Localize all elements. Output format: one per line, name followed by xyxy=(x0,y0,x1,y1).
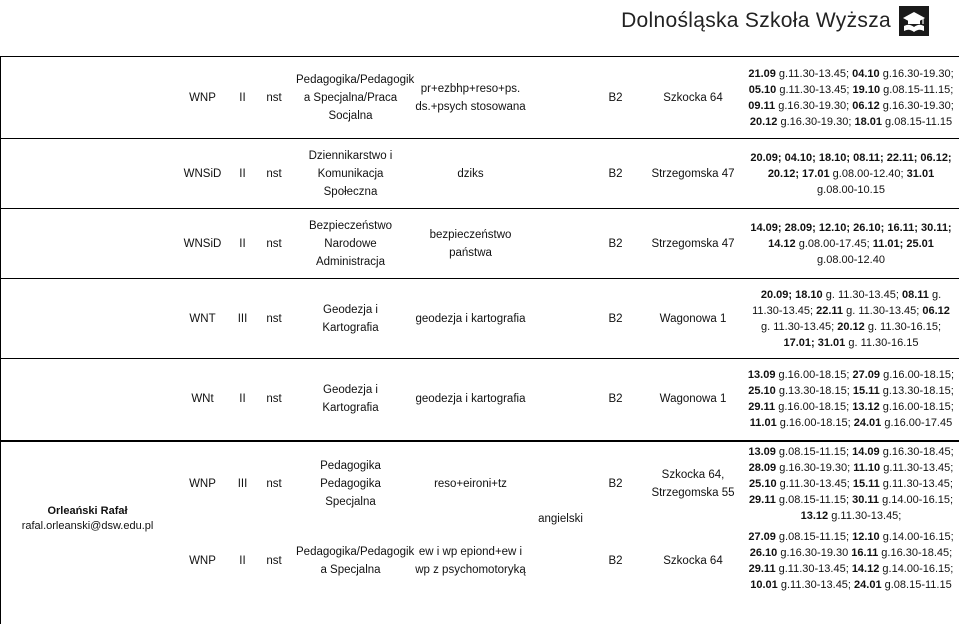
time-range: g. 11.30-13.45; xyxy=(760,320,838,333)
time-range: g.13.30-18.15; xyxy=(775,385,853,398)
time-range: g.13.30-18.15; xyxy=(879,385,954,398)
tryb-cell: nst xyxy=(255,441,293,526)
dates-cell xyxy=(743,209,959,279)
date: 20.12 xyxy=(749,115,778,128)
lecturer-cell-empty xyxy=(0,279,175,359)
date: 24.01 xyxy=(853,417,882,430)
date: 06.12 xyxy=(922,304,950,317)
date: 05.10 xyxy=(748,83,777,96)
time-range: g.16.30-18.45; xyxy=(878,546,953,559)
lecturer-cell-empty xyxy=(0,139,175,209)
lecturer-cell-empty xyxy=(0,359,175,441)
rok-cell: III xyxy=(230,279,255,359)
date: 30.11 xyxy=(852,493,880,506)
date: 20.09; 04.10; 18.10; 08.11; 22.11; 06.12; 20.12; 17.01 xyxy=(750,151,952,180)
language-cell-empty xyxy=(533,279,588,359)
time-range: g.16.00-18.15; xyxy=(880,369,955,382)
sala-cell: Strzegomska 47 xyxy=(643,209,743,279)
time-range: g.16.30-19.30 xyxy=(777,546,852,559)
jednostka-cell: WNSiD xyxy=(175,139,230,209)
kierunek-cell: Bezpieczeństwo Narodowe Administracja xyxy=(293,209,408,279)
date: 09.11 xyxy=(748,99,776,112)
table-row xyxy=(0,139,959,209)
jednostka-cell: WNP xyxy=(175,57,230,139)
schedule-table xyxy=(0,56,959,596)
poziom-cell: B2 xyxy=(588,57,643,139)
date: 14.12 xyxy=(851,562,880,575)
table-row xyxy=(0,57,959,139)
date: 29.11 xyxy=(748,562,776,575)
dates-cell xyxy=(743,359,959,441)
grupa-cell: geodezja i kartografia xyxy=(408,359,533,441)
lecturer-cell-empty xyxy=(0,209,175,279)
kierunek-cell: Geodezja i Kartografia xyxy=(293,359,408,441)
rok-cell: II xyxy=(230,359,255,441)
time-range: g.08.15-11.15 xyxy=(881,578,952,591)
tryb-cell: nst xyxy=(255,279,293,359)
date: 16.11 xyxy=(851,546,879,559)
date: 21.09 xyxy=(748,67,776,80)
date: 19.10 xyxy=(852,83,881,96)
kierunek-cell: Pedagogika/Pedagogik a Specjalna/Praca Socjalna xyxy=(293,57,408,139)
time-range: g.16.00-18.15; xyxy=(775,401,853,414)
tryb-cell: nst xyxy=(255,139,293,209)
date: 24.01 xyxy=(854,578,882,591)
date: 04.10 xyxy=(852,67,880,80)
time-range: g.16.30-19.30; xyxy=(775,99,853,112)
language-cell: angielski xyxy=(533,441,588,596)
lecturer-name: Orleański Rafał xyxy=(47,504,128,517)
time-range: g.08.15-11.15; xyxy=(775,493,853,506)
date: 22.11 xyxy=(816,304,844,317)
time-range: g.14.00-16.15; xyxy=(879,562,954,575)
time-range: g.16.00-17.45 xyxy=(881,417,953,430)
time-range: g.14.00-16.15; xyxy=(879,493,954,506)
time-range: g.16.00-18.15; xyxy=(879,401,954,414)
poziom-cell: B2 xyxy=(588,359,643,441)
date: 26.10 xyxy=(749,546,778,559)
sala-cell: Szkocka 64, Strzegomska 55 xyxy=(643,441,743,526)
date: 13.09 xyxy=(748,445,776,458)
date: 25.10 xyxy=(749,477,777,490)
date: 14.09; 28.09; 12.10; 26.10; 16.11; 30.11; 14.12 xyxy=(750,221,952,250)
rok-cell: II xyxy=(230,139,255,209)
grupa-cell: pr+ezbhp+reso+ps. ds.+psych stosowana xyxy=(408,57,533,139)
time-range: g.16.30-19.30; xyxy=(777,115,855,128)
dates-cell xyxy=(743,279,959,359)
date: 27.09 xyxy=(852,369,881,382)
date: 28.09 xyxy=(748,461,777,474)
grupa-cell: geodezja i kartografia xyxy=(408,279,533,359)
poziom-cell: B2 xyxy=(588,139,643,209)
language-cell-empty xyxy=(533,57,588,139)
grupa-cell: bezpieczeństwo państwa xyxy=(408,209,533,279)
kierunek-cell: Dziennikarstwo i Komunikacja Społeczna xyxy=(293,139,408,209)
time-range: g.08.15-11.15 xyxy=(881,115,953,128)
brand-name: Dolnośląska Szkoła Wyższa xyxy=(621,9,891,32)
time-range: g.16.30-19.30; xyxy=(776,461,854,474)
date: 08.11 xyxy=(901,288,929,301)
date: 14.09 xyxy=(852,445,880,458)
dates-cell xyxy=(743,139,959,209)
rok-cell: II xyxy=(230,57,255,139)
date: 06.12 xyxy=(852,99,880,112)
rok-cell: II xyxy=(230,209,255,279)
jednostka-cell: WNSiD xyxy=(175,209,230,279)
poziom-cell: B2 xyxy=(588,279,643,359)
date: 20.09; 18.10 xyxy=(760,288,823,301)
dates-cell xyxy=(743,57,959,139)
poziom-cell: B2 xyxy=(588,209,643,279)
language-cell-empty xyxy=(533,139,588,209)
tryb-cell: nst xyxy=(255,57,293,139)
lecturer-email[interactable]: rafal.orleanski@dsw.edu.pl xyxy=(21,519,154,532)
poziom-cell: B2 xyxy=(588,441,643,526)
sala-cell: Wagonowa 1 xyxy=(643,279,743,359)
date: 15.11 xyxy=(852,477,880,490)
date: 18.01 xyxy=(854,115,882,128)
date: 13.12 xyxy=(800,509,829,522)
date: 13.09 xyxy=(747,369,776,382)
table-row xyxy=(0,441,959,526)
date: 29.11 xyxy=(748,401,776,414)
rok-cell: III xyxy=(230,441,255,526)
kierunek-cell: Pedagogika Pedagogika Specjalna xyxy=(293,441,408,526)
time-range: g.11.30-13.45; xyxy=(880,461,954,474)
dates-cell xyxy=(743,526,959,596)
table-row xyxy=(0,359,959,441)
sala-cell: Szkocka 64 xyxy=(663,554,723,567)
tryb-cell: nst xyxy=(266,554,282,567)
time-range: g.11.30-13.45; xyxy=(777,578,855,591)
date: 15.11 xyxy=(852,385,880,398)
table-row xyxy=(0,279,959,359)
time-range: g.16.00-18.15; xyxy=(776,417,854,430)
time-range: g. 11.30-13.45; xyxy=(843,304,923,317)
time-range: g.08.15-11.15; xyxy=(880,83,954,96)
tryb-cell: nst xyxy=(255,359,293,441)
time-range: g.08.00-17.45; xyxy=(795,237,873,250)
time-range: g.08.00-12.40; xyxy=(829,167,907,180)
sala-cell: Strzegomska 47 xyxy=(643,139,743,209)
rok-cell: II xyxy=(239,554,246,567)
date: 27.09 xyxy=(748,530,776,543)
time-range: g.08.15-11.15; xyxy=(775,530,853,543)
date: 31.01 xyxy=(906,167,935,180)
brand xyxy=(621,6,929,36)
time-range: g.16.30-18.45; xyxy=(879,445,954,458)
dates-cell xyxy=(743,441,959,526)
jednostka-cell: WNP xyxy=(189,554,216,567)
date: 11.01 xyxy=(749,417,777,430)
date: 10.01 xyxy=(750,578,778,591)
lecturer-cell-empty xyxy=(0,57,175,139)
time-range: g.08.00-12.40 xyxy=(817,253,885,266)
date: 11.01; 25.01 xyxy=(872,237,934,250)
time-range: g.11.30-13.45; xyxy=(828,509,902,522)
grupa-cell: reso+eironi+tz xyxy=(408,441,533,526)
date: 12.10 xyxy=(852,530,880,543)
grupa-cell: ew i wp epiond+ew i wp z psychomotoryką xyxy=(415,545,526,576)
date: 13.12 xyxy=(852,401,880,414)
poziom-cell: B2 xyxy=(608,554,623,567)
grupa-cell: dziks xyxy=(408,139,533,209)
time-range: g.08.15-11.15; xyxy=(775,445,853,458)
kierunek-cell: Pedagogika/Pedagogik a Specjalna xyxy=(296,545,415,576)
sala-cell: Wagonowa 1 xyxy=(643,359,743,441)
kierunek-cell: Geodezja i Kartografia xyxy=(293,279,408,359)
time-range: g.11.30-13.45; xyxy=(879,477,953,490)
jednostka-cell: WNT xyxy=(175,279,230,359)
tryb-cell: nst xyxy=(255,209,293,279)
time-range: g.16.30-19.30; xyxy=(879,99,954,112)
time-range: g.11.30-13.45; xyxy=(775,562,852,575)
jednostka-cell: WNP xyxy=(175,441,230,526)
page-header xyxy=(0,0,959,44)
time-range: g. 11.30-13.45; xyxy=(752,288,942,317)
time-range: g.08.00-10.15 xyxy=(817,183,885,196)
time-range: g.11.30-13.45; xyxy=(776,477,853,490)
time-range: g. 11.30-13.45; xyxy=(822,288,902,301)
table-row xyxy=(0,209,959,279)
date: 17.01; 31.01 xyxy=(783,336,846,349)
time-range: g. 11.30-16.15 xyxy=(845,336,919,349)
lecturer-cell xyxy=(0,441,175,596)
date: 20.12 xyxy=(837,320,865,333)
time-range: g.11.30-13.45; xyxy=(775,67,853,80)
graduation-cap-book-logo-icon xyxy=(899,6,929,36)
time-range: g. 11.30-16.15; xyxy=(864,320,942,333)
time-range: g.11.30-13.45; xyxy=(776,83,853,96)
sala-cell: Szkocka 64 xyxy=(643,57,743,139)
language-cell-empty xyxy=(533,359,588,441)
time-range: g.16.30-19.30; xyxy=(879,67,954,80)
date: 25.10 xyxy=(748,385,776,398)
language-cell-empty xyxy=(533,209,588,279)
time-range: g.16.00-18.15; xyxy=(775,369,853,382)
time-range: g.14.00-16.15; xyxy=(879,530,954,543)
date: 29.11 xyxy=(748,493,776,506)
jednostka-cell: WNt xyxy=(175,359,230,441)
date: 11.10 xyxy=(853,461,881,474)
